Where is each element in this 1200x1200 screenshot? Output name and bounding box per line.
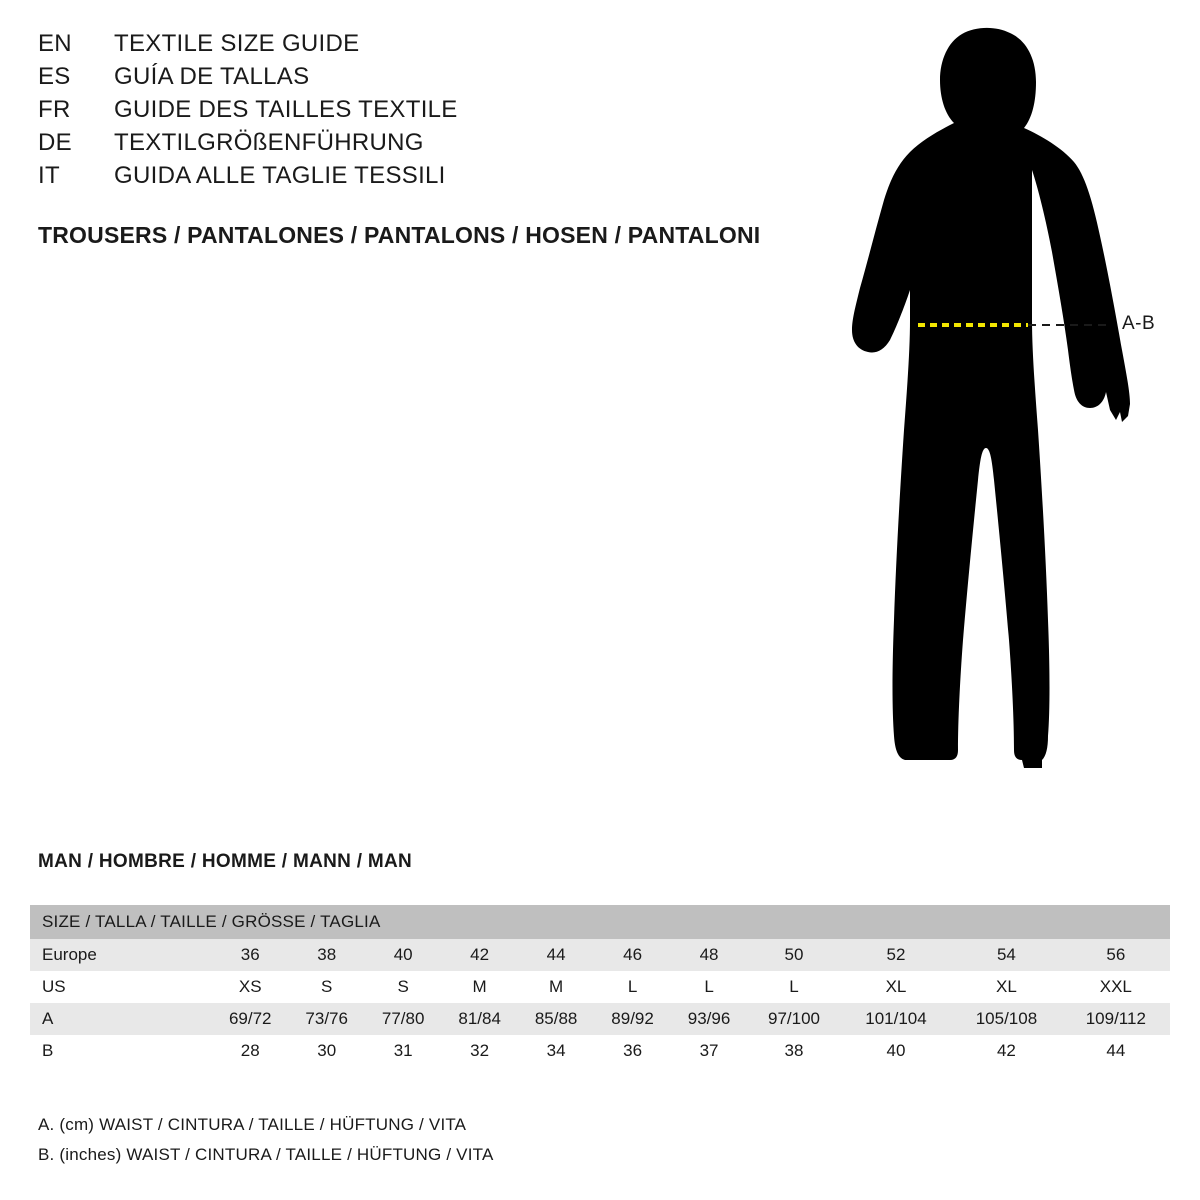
row-label: B [30, 1035, 212, 1067]
table-cell: 48 [671, 939, 747, 971]
table-cell: XXL [1062, 971, 1170, 1003]
table-cell: 28 [212, 1035, 288, 1067]
language-row [38, 63, 818, 96]
table-cell: L [671, 971, 747, 1003]
table-cell: S [365, 971, 441, 1003]
table-cell: 73/76 [288, 1003, 364, 1035]
table-cell: 56 [1062, 939, 1170, 971]
table-cell: XS [212, 971, 288, 1003]
table-cell: XL [951, 971, 1061, 1003]
table-cell: 34 [518, 1035, 594, 1067]
language-code: DE [38, 129, 72, 156]
footnote-a: A. (cm) WAIST / CINTURA / TAILLE / HÜFTUNG / VITA [38, 1115, 467, 1134]
table-cell: 46 [594, 939, 670, 971]
row-label: US [30, 971, 212, 1003]
footnote-b: B. (inches) WAIST / CINTURA / TAILLE / HÜFTUNG / VITA [38, 1145, 494, 1164]
table-cell: 109/112 [1062, 1003, 1170, 1035]
table-cell: 36 [212, 939, 288, 971]
table-cell: 44 [518, 939, 594, 971]
table-body [30, 939, 1170, 1067]
size-table [30, 905, 1170, 1067]
language-code: ES [38, 63, 71, 90]
table-cell: 40 [365, 939, 441, 971]
table-header-row [30, 905, 1170, 939]
language-text: GUÍA DE TALLAS [114, 63, 310, 90]
language-code: IT [38, 162, 60, 189]
table-cell: 77/80 [365, 1003, 441, 1035]
table-cell: XL [841, 971, 951, 1003]
table-cell: 89/92 [594, 1003, 670, 1035]
table-row [30, 1003, 1170, 1035]
language-row [38, 162, 818, 195]
table-cell: 81/84 [441, 1003, 517, 1035]
table-row [30, 971, 1170, 1003]
table-cell: 101/104 [841, 1003, 951, 1035]
table-cell: 93/96 [671, 1003, 747, 1035]
table-cell: S [288, 971, 364, 1003]
table-cell: 105/108 [951, 1003, 1061, 1035]
measurement-label-ab: A-B [1122, 313, 1156, 334]
table-cell: L [594, 971, 670, 1003]
table-cell: 32 [441, 1035, 517, 1067]
table-cell: 54 [951, 939, 1061, 971]
table-section-title: MAN / HOMBRE / HOMME / MANN / MAN [38, 851, 413, 872]
table-cell: 37 [671, 1035, 747, 1067]
language-text: GUIDA ALLE TAGLIE TESSILI [114, 162, 446, 189]
footnotes [38, 1110, 494, 1170]
table-cell: 42 [441, 939, 517, 971]
table-cell: 38 [747, 1035, 840, 1067]
table-cell: M [441, 971, 517, 1003]
table-cell: 97/100 [747, 1003, 840, 1035]
language-code: FR [38, 96, 71, 123]
table-cell: 38 [288, 939, 364, 971]
table-cell: 40 [841, 1035, 951, 1067]
table-header-cell: SIZE / TALLA / TAILLE / GRÖSSE / TAGLIA [30, 905, 1170, 939]
table-cell: 36 [594, 1035, 670, 1067]
table-cell: 42 [951, 1035, 1061, 1067]
language-text: TEXTILGRÖßENFÜHRUNG [114, 129, 424, 156]
measurement-line [810, 20, 1190, 810]
table-head [30, 905, 1170, 939]
table-cell: 50 [747, 939, 840, 971]
table-cell: 30 [288, 1035, 364, 1067]
table-cell: 31 [365, 1035, 441, 1067]
language-row [38, 30, 818, 63]
table-row [30, 1035, 1170, 1067]
table-cell: 52 [841, 939, 951, 971]
table-cell: 69/72 [212, 1003, 288, 1035]
row-label: A [30, 1003, 212, 1035]
language-row [38, 96, 818, 129]
table-cell: 44 [1062, 1035, 1170, 1067]
table-cell: M [518, 971, 594, 1003]
language-text: GUIDE DES TAILLES TEXTILE [114, 96, 458, 123]
figure-illustration [810, 20, 1190, 810]
language-code: EN [38, 30, 72, 57]
table-cell: L [747, 971, 840, 1003]
language-row [38, 129, 818, 162]
language-list [38, 30, 818, 195]
table-row [30, 939, 1170, 971]
garment-title: TROUSERS / PANTALONES / PANTALONS / HOSEN / PANTALONI [38, 222, 761, 248]
language-text: TEXTILE SIZE GUIDE [114, 30, 360, 57]
row-label: Europe [30, 939, 212, 971]
table-cell: 85/88 [518, 1003, 594, 1035]
